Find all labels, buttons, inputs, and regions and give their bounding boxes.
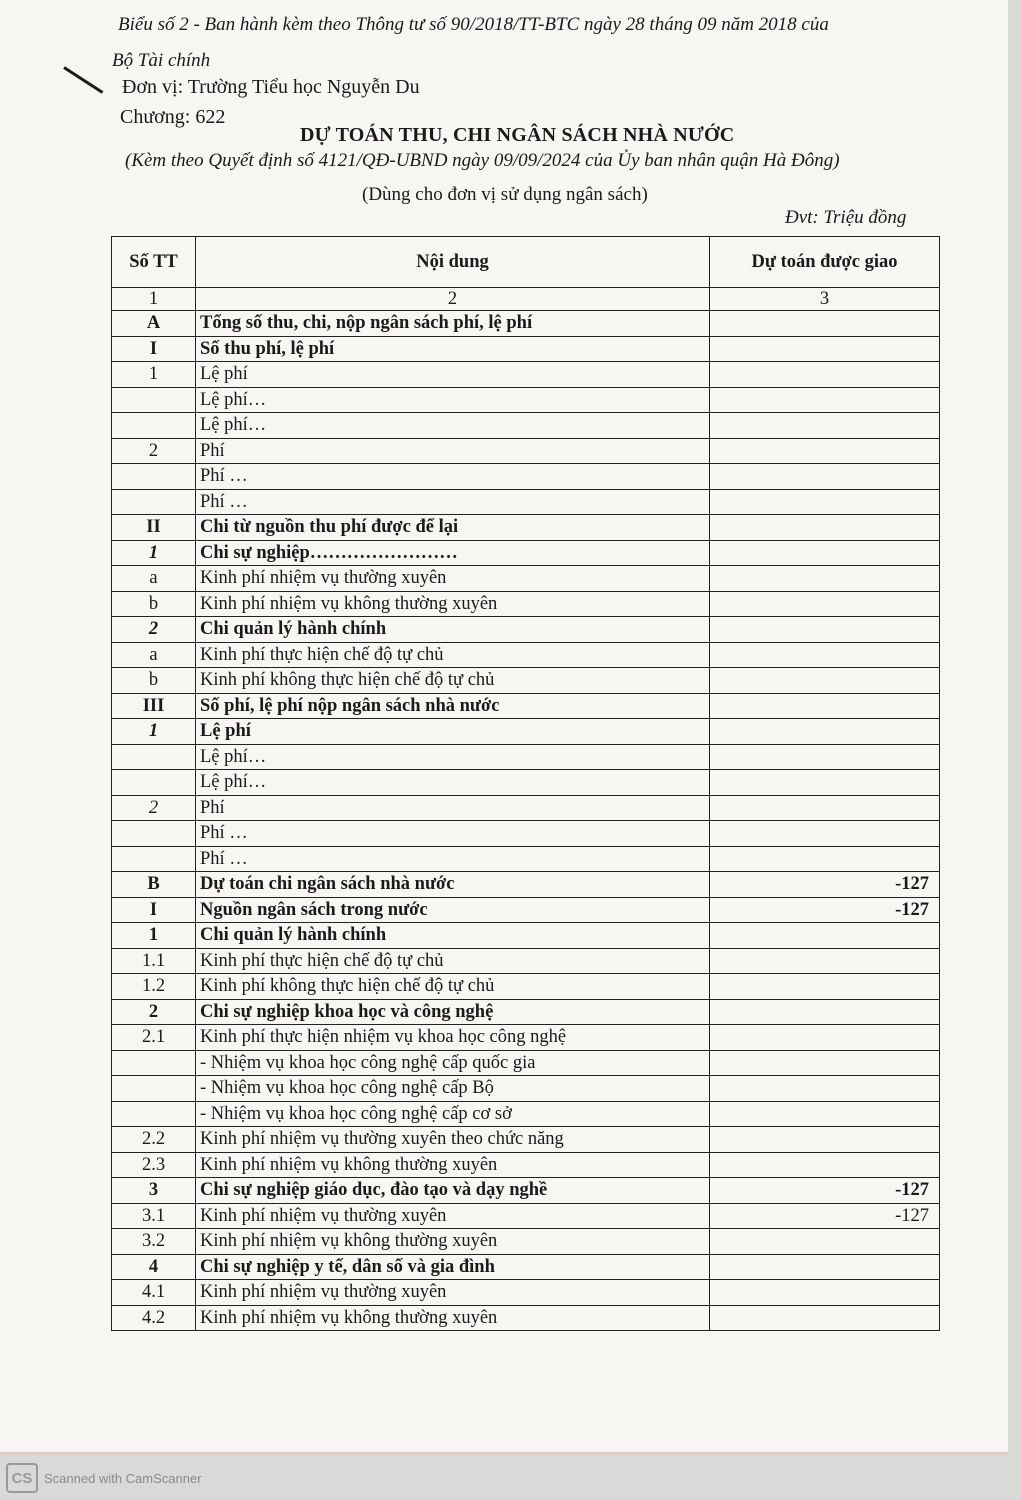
table-row [112,515,940,541]
row-stt: a [112,642,196,668]
row-value [710,923,940,949]
row-content: Nguồn ngân sách trong nước [196,897,710,923]
table-row [112,872,940,898]
row-value [710,362,940,388]
currency-unit: Đvt: Triệu đồng [785,207,907,228]
scanner-watermark [6,1462,202,1494]
row-value [710,540,940,566]
form-reference-issuer: Bộ Tài chính [112,50,211,71]
row-content: Chi sự nghiệp khoa học và công nghệ [196,999,710,1025]
row-stt: 3.1 [112,1203,196,1229]
row-value [710,336,940,362]
row-content: Chi quản lý hành chính [196,617,710,643]
row-content: - Nhiệm vụ khoa học công nghệ cấp Bộ [196,1076,710,1102]
row-stt [112,744,196,770]
row-value [710,642,940,668]
table-row [112,846,940,872]
table-row [112,566,940,592]
table-row [112,413,940,439]
table-row [112,464,940,490]
row-content: Kinh phí nhiệm vụ không thường xuyên [196,591,710,617]
row-stt [112,846,196,872]
row-stt: 1 [112,540,196,566]
row-value [710,1050,940,1076]
table-row [112,438,940,464]
row-value [710,693,940,719]
column-number: 3 [710,288,940,311]
table-row [112,1254,940,1280]
row-value [710,413,940,439]
row-content: Phí [196,795,710,821]
row-content: - Nhiệm vụ khoa học công nghệ cấp quốc gia [196,1050,710,1076]
table-row [112,1025,940,1051]
row-content: Chi sự nghiệp y tế, dân số và gia đình [196,1254,710,1280]
header-content: Nội dung [196,237,710,288]
row-stt: 3.2 [112,1229,196,1255]
table-row [112,974,940,1000]
row-value: -127 [710,1178,940,1204]
row-content: Số thu phí, lệ phí [196,336,710,362]
table-row [112,336,940,362]
table-row [112,1305,940,1331]
row-value [710,387,940,413]
row-value [710,489,940,515]
row-stt: a [112,566,196,592]
table-row [112,591,940,617]
row-content: Lệ phí [196,719,710,745]
unit-name: Đơn vị: Trường Tiểu học Nguyễn Du [122,76,420,98]
row-stt [112,387,196,413]
row-stt: 2 [112,795,196,821]
row-stt: 1 [112,362,196,388]
decision-reference: (Kèm theo Quyết định số 4121/QĐ-UBND ngày 09/09/2024 của Ủy ban nhân quận Hà Đông) [125,150,840,171]
row-stt: 4 [112,1254,196,1280]
row-content: Phí [196,438,710,464]
table-row [112,795,940,821]
row-stt: 1.1 [112,948,196,974]
row-value [710,1076,940,1102]
usage-note: (Dùng cho đơn vị sử dụng ngân sách) [362,184,648,205]
row-content: Lệ phí… [196,413,710,439]
row-content: Kinh phí không thực hiện chế độ tự chủ [196,668,710,694]
row-value [710,719,940,745]
document-title: DỰ TOÁN THU, CHI NGÂN SÁCH NHÀ NƯỚC [300,124,735,146]
row-stt: II [112,515,196,541]
row-content: Kinh phí nhiệm vụ không thường xuyên [196,1229,710,1255]
header-stt: Số TT [112,237,196,288]
row-stt: 2 [112,438,196,464]
row-value [710,744,940,770]
row-stt: 2 [112,999,196,1025]
pen-mark [63,66,103,94]
row-content: Dự toán chi ngân sách nhà nước [196,872,710,898]
row-value [710,311,940,337]
row-stt: III [112,693,196,719]
row-content: Số phí, lệ phí nộp ngân sách nhà nước [196,693,710,719]
row-stt [112,1050,196,1076]
table-row [112,1127,940,1153]
row-value [710,821,940,847]
row-value [710,566,940,592]
row-value [710,948,940,974]
row-value [710,617,940,643]
row-content: Lệ phí… [196,744,710,770]
table-row [112,1280,940,1306]
row-stt: b [112,668,196,694]
row-value [710,438,940,464]
row-value [710,1101,940,1127]
table-row [112,693,940,719]
row-content: Phí … [196,846,710,872]
table-row [112,744,940,770]
row-value: -127 [710,897,940,923]
row-stt: I [112,897,196,923]
row-content: Tổng số thu, chi, nộp ngân sách phí, lệ phí [196,311,710,337]
row-value [710,999,940,1025]
table-row [112,642,940,668]
row-content: Lệ phí… [196,387,710,413]
row-value [710,668,940,694]
row-stt: 2.3 [112,1152,196,1178]
table-header-row [112,237,940,288]
row-value [710,770,940,796]
row-content: Kinh phí nhiệm vụ không thường xuyên [196,1152,710,1178]
table-row [112,923,940,949]
table-row [112,387,940,413]
row-value: -127 [710,872,940,898]
row-value [710,464,940,490]
row-content: Kinh phí nhiệm vụ thường xuyên [196,1203,710,1229]
table-row [112,770,940,796]
table-row [112,540,940,566]
table-body [112,311,940,1331]
row-stt [112,1101,196,1127]
row-content: Kinh phí nhiệm vụ thường xuyên theo chức năng [196,1127,710,1153]
column-number: 1 [112,288,196,311]
column-number-row [112,288,940,311]
row-content: Phí … [196,489,710,515]
row-content: Phí … [196,464,710,490]
row-content: Chi sự nghiệp giáo dục, đào tạo và dạy nghề [196,1178,710,1204]
row-value [710,1127,940,1153]
row-value [710,974,940,1000]
row-content: - Nhiệm vụ khoa học công nghệ cấp cơ sở [196,1101,710,1127]
row-stt: 1 [112,923,196,949]
row-content: Chi sự nghiệp…………………… [196,540,710,566]
row-value [710,1305,940,1331]
row-stt: I [112,336,196,362]
row-content: Kinh phí nhiệm vụ thường xuyên [196,566,710,592]
table-row [112,999,940,1025]
table-row [112,362,940,388]
row-stt: 1 [112,719,196,745]
row-stt: 3 [112,1178,196,1204]
row-stt: B [112,872,196,898]
table-row [112,1203,940,1229]
table-row [112,1101,940,1127]
table-row [112,668,940,694]
table-row [112,1152,940,1178]
row-content: Chi quản lý hành chính [196,923,710,949]
row-stt [112,413,196,439]
row-content: Lệ phí [196,362,710,388]
row-value [710,1152,940,1178]
row-stt [112,489,196,515]
header-value: Dự toán được giao [710,237,940,288]
row-content: Kinh phí nhiệm vụ thường xuyên [196,1280,710,1306]
form-reference: Biểu số 2 - Ban hành kèm theo Thông tư số 90/2018/TT-BTC ngày 28 tháng 09 năm 2018 của [118,14,829,35]
row-value [710,795,940,821]
row-stt: b [112,591,196,617]
budget-table [111,236,940,1331]
table-row [112,1050,940,1076]
row-stt: 2 [112,617,196,643]
row-stt: 4.1 [112,1280,196,1306]
row-value [710,1280,940,1306]
table-row [112,489,940,515]
row-value [710,515,940,541]
row-content: Kinh phí thực hiện chế độ tự chủ [196,642,710,668]
row-stt: 4.2 [112,1305,196,1331]
row-content: Chi từ nguồn thu phí được để lại [196,515,710,541]
table-row [112,1076,940,1102]
table-row [112,311,940,337]
table-row [112,821,940,847]
row-stt: 2.1 [112,1025,196,1051]
row-content: Lệ phí… [196,770,710,796]
watermark-text: Scanned with CamScanner [44,1470,202,1486]
row-stt [112,770,196,796]
row-stt: 2.2 [112,1127,196,1153]
table-row [112,1229,940,1255]
row-value [710,1254,940,1280]
row-value [710,591,940,617]
row-content: Kinh phí không thực hiện chế độ tự chủ [196,974,710,1000]
row-value: -127 [710,1203,940,1229]
row-content: Phí … [196,821,710,847]
chapter-code: Chương: 622 [120,106,226,128]
table-row [112,948,940,974]
row-value [710,1229,940,1255]
camscanner-logo-icon: CS [6,1463,38,1493]
row-value [710,1025,940,1051]
table-row [112,1178,940,1204]
table-row [112,719,940,745]
column-number: 2 [196,288,710,311]
row-stt: A [112,311,196,337]
row-stt [112,821,196,847]
table-row [112,897,940,923]
row-content: Kinh phí nhiệm vụ không thường xuyên [196,1305,710,1331]
row-content: Kinh phí thực hiện nhiệm vụ khoa học công nghệ [196,1025,710,1051]
table-row [112,617,940,643]
row-stt [112,464,196,490]
row-value [710,846,940,872]
row-stt: 1.2 [112,974,196,1000]
row-content: Kinh phí thực hiện chế độ tự chủ [196,948,710,974]
row-stt [112,1076,196,1102]
